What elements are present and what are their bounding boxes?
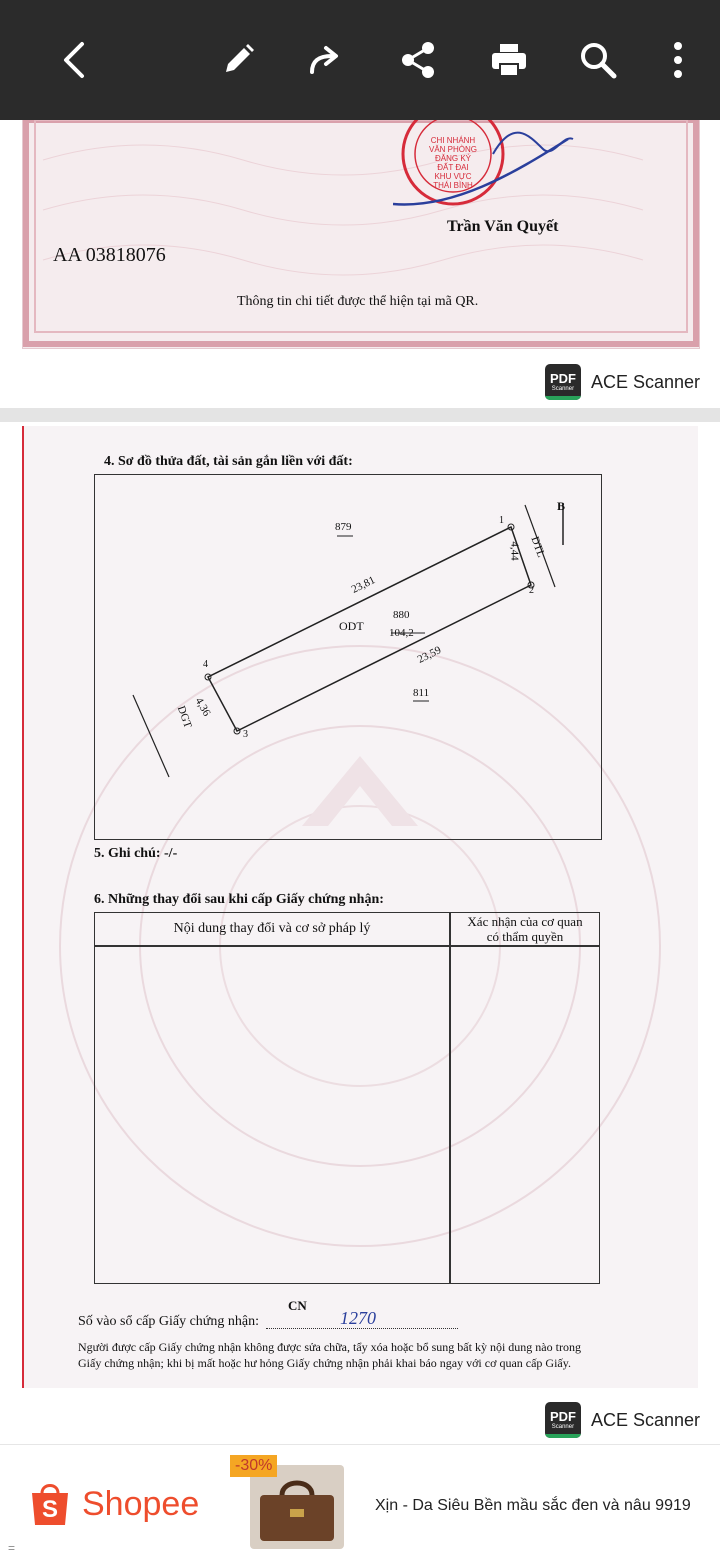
page-separator [0, 408, 720, 422]
print-button[interactable] [479, 30, 539, 90]
guilloche-pattern [23, 120, 699, 348]
badge-top: PDF [549, 370, 576, 386]
point-label: 2 [529, 585, 534, 596]
official-seal [393, 120, 593, 214]
more-button[interactable] [648, 30, 708, 90]
changes-table [94, 912, 600, 1284]
ad-menu-icon[interactable]: = [8, 1541, 16, 1555]
badge-top: PDF [549, 1408, 576, 1424]
back-icon [56, 40, 96, 80]
discount-badge: -30% [230, 1455, 277, 1477]
register-number: 1270 [340, 1308, 376, 1328]
back-button[interactable] [46, 30, 106, 90]
pdf-scanner-icon [545, 364, 581, 400]
edge-length-bottom: 23,59 [415, 644, 444, 666]
section-5-heading: 5. Ghi chú: -/- [94, 846, 178, 861]
share-icon [398, 40, 438, 80]
seal-line: THÁI BÌNH [433, 181, 473, 190]
road-left: DGT [174, 704, 194, 730]
parcel-879: 879 [335, 521, 352, 533]
seal-line: CHI NHÁNH [430, 136, 476, 145]
table-header-changes: Nội dung thay đổi và cơ sở pháp lý [173, 921, 371, 936]
edit-icon [218, 40, 258, 80]
scanned-page-2 [22, 426, 698, 1388]
badge-bottom: Scanner [551, 385, 575, 392]
edge-length-top: 23,81 [349, 574, 378, 596]
share-button[interactable] [388, 30, 448, 90]
share-forward-icon [306, 40, 346, 80]
shopee-logo[interactable] [28, 1481, 199, 1527]
product-image[interactable] [250, 1465, 344, 1549]
cn-label: CN [288, 1298, 307, 1313]
register-label: Số vào sổ cấp Giấy chứng nhận: [78, 1314, 259, 1329]
parcel-area: 104,2 [389, 627, 414, 639]
section-6-heading: 6. Những thay đổi sau khi cấp Giấy chứng nhận: [94, 892, 384, 907]
search-button[interactable] [568, 30, 628, 90]
badge-bottom: Scanner [551, 1423, 575, 1430]
edit-button[interactable] [208, 30, 268, 90]
point-label: 4 [203, 659, 208, 670]
seal-line: ĐĂNG KÝ ĐẤT ĐAI [434, 154, 471, 172]
seal-line: VĂN PHÒNG [428, 145, 477, 154]
seal-line: KHU VỰC [434, 172, 472, 181]
svg-text:S: S [41, 1496, 59, 1523]
notice-line-2: Giấy chứng nhận; khi bị mất hoặc hư hỏng Giấy chứng nhận phải khai báo ngay với cơ quan cấp Giấy. [78, 1356, 571, 1370]
parcel-number: 880 [393, 609, 410, 621]
signer-name: Trần Văn Quyết [447, 218, 559, 235]
print-icon [489, 40, 529, 80]
certificate-serial: AA 03818076 [53, 244, 166, 266]
top-toolbar [0, 0, 720, 120]
scanner-watermark [545, 1400, 700, 1440]
ad-banner[interactable] [0, 1444, 720, 1562]
scanner-brand: ACE Scanner [590, 1409, 700, 1430]
product-title[interactable]: Xịn - Da Siêu Bền mầu sắc đen và nâu 9919 [375, 1497, 691, 1514]
section-4-heading: 4. Sơ đồ thửa đất, tài sản gắn liền với đất: [104, 454, 353, 469]
point-label: 1 [499, 515, 504, 526]
scanned-page-1 [22, 120, 700, 349]
shopee-brand: Shopee [82, 1484, 200, 1523]
table-header-confirm-2: có thẩm quyền [486, 929, 564, 944]
point-label: 3 [243, 729, 248, 740]
parcel-type: ODT [339, 619, 364, 633]
shopee-bag-icon [28, 1481, 72, 1527]
road-right: DTL [528, 534, 547, 560]
notice-line-1: Người được cấp Giấy chứng nhận không được sửa chữa, tẩy xóa hoặc bổ sung bất kỳ nội dung nào trong [78, 1340, 581, 1354]
scanner-brand: ACE Scanner [590, 371, 700, 392]
edge-length-left: 4,36 [192, 695, 213, 719]
seal-text [427, 136, 479, 190]
search-icon [578, 40, 618, 80]
edge-length-right: 4,44 [508, 541, 521, 561]
table-header-confirm-1: Xác nhận của cơ quan [467, 914, 583, 929]
plot-map-frame [94, 474, 602, 840]
pdf-scanner-icon [545, 1402, 581, 1438]
scanner-watermark [545, 362, 700, 402]
forward-button[interactable] [296, 30, 356, 90]
parcel-811: 811 [413, 687, 430, 699]
qr-note: Thông tin chi tiết được thể hiện tại mã QR. [237, 294, 479, 309]
more-icon [668, 40, 688, 80]
north-marker: B [557, 499, 566, 513]
